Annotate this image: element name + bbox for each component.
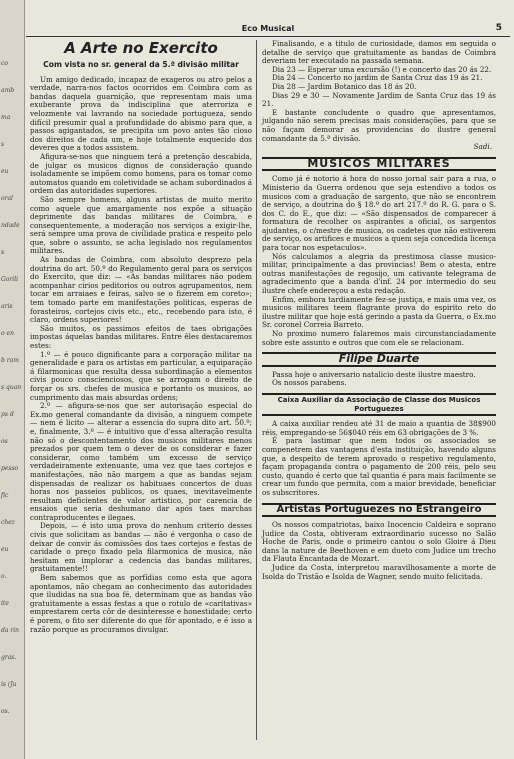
paragraph: Passa hoje o aniversario natalicio deste ilustre maestro.	[272, 369, 476, 379]
margin-fragment: pesso	[1, 465, 19, 472]
margin-fragment: s	[1, 141, 5, 148]
adjacent-page-margin	[0, 0, 25, 759]
margin-fragment: co	[1, 60, 8, 67]
margin-fragment: chez	[1, 519, 15, 526]
paragraph: E bastante concludente o quadro que apresentamos, julgando não serem precisas mais considerações, para que se não façam demorar as providencias do ilustre general comandante da 5.ª divisão.	[262, 107, 496, 143]
paragraph: Um amigo dedicado, incapaz de exageros ou atro pelos a verdade, narra-nos factos ocorridos em Coimbra com as bandas daquela guarnição, que representam mais uma exuberante prova da indisciplina que aterroriza e velozmente vai lavrando na sociedade portugueza, sendo difícil presumir qual a profundidade do abismo para que, a passos agigantados, se precipita um povo antes tão cioso dos direitos de cada um, e hoje totalmente esquecido dos deveres que a todos assistem.	[30, 74, 252, 153]
margin-fragment: s quan	[1, 384, 22, 391]
section-heading-caixa: Caixa Auxiliar da Associação de Classe dos Musicos Portuguezes	[262, 393, 496, 416]
right-column	[262, 40, 496, 581]
paragraph: São sempre homens, alguns artistas de muito merito como aquele que amargamente nos expõe a situação deprimente das bandas militares de Coimbra, e consequentemente, a moderação nos serviços a exigir-lhe, será sempre uma prova de civilidade pratica e respeito pelo que, sobre o assunto, se acha legislado nos regulamentos militares.	[30, 194, 252, 256]
paragraph: 1.º — é pouco dignificante para a corporação militar na generalidade e para os artistas em particular, a equiparação á filarmonicas que resulta dessa subordinação a elementos civis pouco conscienciosos, que se arrogam o direito de forçar os srs. chefes de musica e portanto os musicos, ao cumprimento das mais absurdas ordens;	[30, 349, 252, 402]
margin-fragment: s	[1, 249, 5, 256]
schedule-line: Dia 24 — Concerto no jardim de Santa Cruz das 19 ás 21.	[272, 73, 483, 83]
margin-fragment: b ram	[1, 357, 19, 364]
margin-fragment: fic	[1, 492, 9, 499]
paragraph: Depois, — é isto uma prova do nenhum criterio desses civis que solicitam as bandas — não é vergonha o caso de deixar de convir ás comissões dos taes cortejos e festas de caridade o preço fixado pela filarmonica de musica, não hesitam em implorar a cedencia das bandas militares, gratuitamente!!	[30, 521, 252, 574]
paragraph: No proximo numero falaremos mais circunstanciadamente sobre este assunto e outros que com ele se relacionam.	[262, 329, 496, 347]
margin-fragment: os.	[1, 708, 10, 715]
page-number: 5	[495, 23, 502, 33]
article-title: A Arte no Exercito	[64, 39, 218, 57]
article-subtitle: Com vista no sr. general da 5.ª divisão militar	[43, 60, 239, 69]
margin-fragment: ndade	[1, 222, 20, 229]
header-title: Eco Musical	[241, 24, 295, 33]
margin-fragment: amb	[1, 87, 15, 94]
schedule-line: Dia 23 — Esperar uma excursão (!) e concerto das 20 ás 22.	[272, 64, 492, 74]
schedule-line: Dia 28 — Jardim Botanico das 18 ás 20.	[272, 81, 417, 91]
paragraph: É para lastimar que nem todos os associados se compenetrem das vantagens d'esta instituição, havendo alguns que, a despeito de terem aprovado o respetivo regulamento, façam propaganda contra o pagamento de 200 réis, pelo seu custo, quando é certo que tal quantia é para mais facilmente se crear um fundo que permita, com a maior brevidade, beneficiar os subscritores.	[262, 436, 496, 497]
section-heading-artistas: Artistas Portuguezes no Estrangeiro	[262, 503, 496, 518]
paragraph: Os nossos compatriotas, baixo Inocencio Caldeira e soprano Judice da Costa, obtiveram extraordinario sucesso no Salão Hoche de Paris, onde o primeiro cantou o solo Gloire á Dieu dans la nature de Beethoven e em dueto com Judice um trecho da Flauta Encantada de Mozart.	[262, 520, 496, 564]
paragraph: 2.º — afigura-se-nos que ser autorisação especial do Ex.mo general comandante da divisão, a ninguem compete — nem é licito — alterar a essencia do supra dito art. 50.º; e, finalmente, 3.º — é intuitivo que d'essa alteração resulta não só o descontentamento dos musicos militares menos prezados por quem tem o dever de os considerar e fazer considerar, como também um excesso de serviço verdadeiramente extenuante, uma vez que taes cortejos e manifestações, não não margem a que as bandas sejam dispensadas de realizar os habituaes concertos de duas horas nos passeios publicos, os quaes, inevitavelmente resultam deficientes de valor artistico, por carencia de ensaios que seria deshumano dar após taes marchas contraproducentes e ilegaes.	[30, 401, 252, 522]
margin-fragment: da rin	[1, 627, 19, 634]
page-header	[26, 22, 510, 37]
paragraph: Os nossos parabens.	[272, 378, 347, 388]
margin-fragment: aris	[1, 303, 13, 310]
signature: Sadi.	[473, 142, 492, 152]
margin-fragment: oral	[1, 195, 13, 202]
paragraph: Judice da Costa, interpretou maravilhosamente a morte de Isolda do Tristão e Isolda de Wagner, sendo muito felicitada.	[262, 563, 496, 581]
schedule-line: Dias 29 e 30 — Novamente Jardim de Santa Cruz das 19 ás 21.	[262, 90, 496, 109]
left-column	[30, 40, 252, 634]
margin-fragment: ite	[1, 600, 9, 607]
margin-fragment: eu	[1, 168, 9, 175]
column-divider	[256, 40, 257, 740]
margin-fragment: ma	[1, 114, 11, 121]
margin-fragment: o.	[1, 573, 7, 580]
paragraph: Como já é notorio á hora do nosso jornal sair para a rua, o Ministerio da Guerra ordenou que seja estendivo a todos os musicos com a graduação de sargento, que não se encontrem de serviço, a doutrina do § 18.º do art 217.º do R. G. para o S. dos C. do E., que diz: — «São dispensados de comparecer á formatura de recolher os aspirantes a oficial, os sargentos ajudantes, o c/mestre de musica, os cadetes que não estiverem de serviço, os artifices e musicos a quem seja concedida licença para tocar nos espetaculos».	[262, 174, 496, 253]
paragraph: Finalisando, e a titulo de curiosidade, damos em seguida o detalhe de serviço que gratuitamente as bandas de Coimbra deveriam ter executado na passada semana.	[262, 39, 496, 66]
margin-fragment: gras.	[1, 654, 17, 661]
margin-fragment: Gorili	[1, 276, 19, 283]
margin-fragment: eu	[1, 546, 9, 553]
margin-fragment: ps d	[1, 411, 14, 418]
section-heading-musicos: MUSICOS MILITARES	[262, 157, 496, 172]
paragraph: Enfim, embora tardiamente fez-se justiça, e mais uma vez, os musicos militares teem flagrante prova do espirito reto do ilustre militar que hoje está gerindo a pasta da Guerra, o Ex.mo Sr. coronel Correia Barreto.	[262, 294, 496, 330]
paragraph: A caixa auxiliar rendeu até 31 de maio a quantia de 38$900 réis, empregando-se 56$040 réis em 63 obrigações de 3 %.	[262, 419, 496, 437]
paragraph: Afigura-se-nos que ninguem terá a pretenção descabida, de julgar os musicos dignos de consideração quando isoladamente se impõem como homens, para os tomar como automatos quando em coletividade se acham subordinados á ordem das autoridades superiores.	[30, 151, 252, 196]
paragraph: Nós calculamos a alegria da prestimosa classe musico-militar, principalmente a das provincias! Bem o atesta, entre outras manifestações de regosijo, um cativante telegrama de agradecimento que a banda d'inf. 24 por intermedio do seu ilustre chefe endereçou a esta redação.	[262, 251, 496, 296]
paragraph: São muitos, os passimos efeitos de taes obrigações impostas áquelas bandas militares. Entre êles destacaremos estes:	[30, 323, 252, 350]
margin-fragment: os	[1, 438, 8, 445]
paragraph: Bem sabemos que as porfídias como esta que agora apontamos, não chegam ao conhecimento das autoridades que iludidas na sua boa fé, determinam que as bandas vão gratuitamente a essas festas a que o rotulo de «caritativas» emprestarem certa côr de desinteresse e honestidade; certo é porem, o fito ser diferente do que fôr apontado, e é isso a razão porque as procuramos divulgar.	[30, 573, 252, 634]
paragraph: As bandas de Coimbra, com absoluto desprezo pela doutrina do art. 50.º do Regulamento geral para os serviços do Exercito, que diz: — «As bandas militares não podem acompanhar cirios peditorios ou outros agrupamentos, nem tocar em arraiaes e feiras, salvo se o fizerem em coreto»; tem tomado parte em manifestações politicas, esperas de forasteiros, cortejos civis etc., etc., recebendo para isto, é claro, ordens superiores!	[30, 255, 252, 325]
margin-fragment: o en	[1, 330, 14, 337]
section-heading-filipe: Filipe Duarte	[262, 352, 496, 367]
margin-fragment: is (Ju	[1, 681, 17, 688]
